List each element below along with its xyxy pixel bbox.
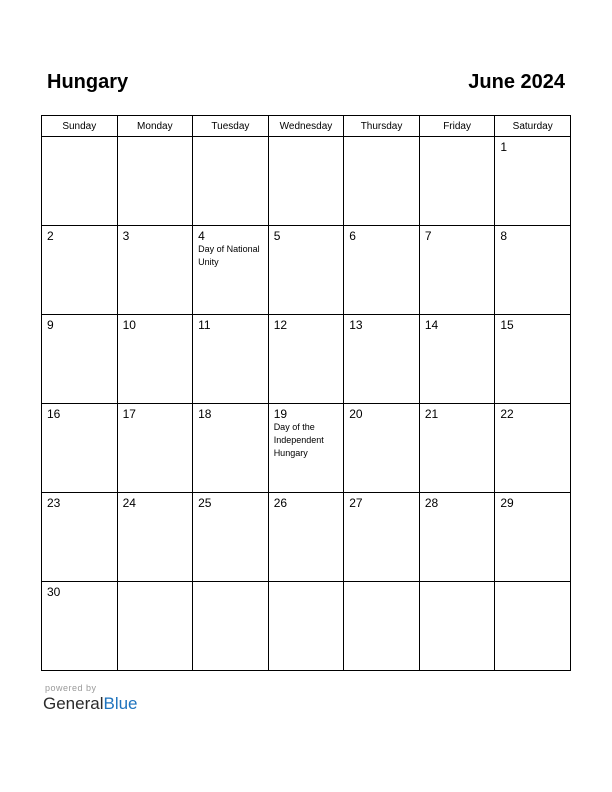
day-cell [42,137,118,226]
day-number: 5 [273,229,281,243]
day-number: 14 [424,318,439,332]
day-cell [42,582,118,671]
weekday-header-row [42,116,571,137]
weekday-sunday: Sunday [42,116,118,137]
day-number: 22 [500,407,514,421]
day-number: 26 [273,496,288,510]
day-cell [117,226,193,315]
day-cell [344,493,420,582]
day-cell [344,315,420,404]
day-cell [42,493,118,582]
day-number: 29 [500,496,514,510]
day-cell [193,315,269,404]
day-number: 4 [198,229,205,243]
day-cell [268,493,344,582]
footer [43,683,138,714]
calendar-grid [41,115,571,671]
week-row [42,315,571,404]
day-number: 18 [198,407,212,421]
brand-general-text: General [43,694,104,713]
powered-by-text: powered by [45,683,97,693]
week-row [42,582,571,671]
calendar-weeks [42,137,571,671]
day-cell [344,226,420,315]
day-cell [495,137,571,226]
day-cell [419,582,495,671]
brand-blue-text: Blue [103,694,138,713]
week-row [42,226,571,315]
day-cell [344,404,420,493]
day-number: 8 [500,229,508,243]
day-cell [117,137,193,226]
day-cell [193,404,269,493]
day-number: 30 [47,585,61,599]
day-number: 12 [273,318,288,332]
day-number: 7 [424,229,432,243]
calendar-month-title: June 2024 [468,71,565,93]
day-cell [193,226,269,315]
day-cell [42,315,118,404]
day-number: 24 [122,496,136,510]
week-row [42,493,571,582]
weekday-saturday: Saturday [495,116,571,137]
week-row [42,137,571,226]
day-cell [495,404,571,493]
weekday-monday: Monday [117,116,193,137]
day-cell [42,404,118,493]
day-number: 21 [424,407,439,421]
day-cell [193,493,269,582]
day-cell [495,315,571,404]
day-number: 20 [349,407,363,421]
brand-logo [43,694,138,714]
day-number: 23 [47,496,61,510]
day-cell [193,137,269,226]
day-number: 19 [273,407,288,421]
day-number: 11 [198,318,211,332]
day-number: 13 [349,318,363,332]
day-number: 10 [122,318,136,332]
day-cell [419,404,495,493]
day-cell [42,226,118,315]
day-number: 9 [47,318,54,332]
day-cell [268,404,344,493]
day-number: 25 [198,496,212,510]
day-cell [117,493,193,582]
day-cell [344,137,420,226]
day-number: 2 [47,229,54,243]
holiday-label: Day of the Independent Hungary [273,422,324,458]
day-cell [268,226,344,315]
day-cell [419,226,495,315]
day-cell [268,315,344,404]
day-cell [117,404,193,493]
day-cell [495,582,571,671]
day-number: 15 [500,318,514,332]
day-number: 6 [349,229,356,243]
day-number: 28 [424,496,439,510]
day-cell [268,582,344,671]
day-cell [117,582,193,671]
day-number: 1 [500,140,508,154]
day-cell [419,493,495,582]
weekday-tuesday: Tuesday [193,116,269,137]
day-number: 17 [122,407,136,421]
day-number: 16 [47,407,61,421]
calendar-country-title: Hungary [47,71,129,93]
day-cell [495,493,571,582]
holiday-label: Day of National Unity [198,244,260,267]
day-cell [344,582,420,671]
day-cell [419,315,495,404]
day-cell [117,315,193,404]
day-number: 27 [349,496,363,510]
weekday-thursday: Thursday [344,116,420,137]
week-row [42,404,571,493]
weekday-wednesday: Wednesday [268,116,344,137]
weekday-friday: Friday [419,116,495,137]
day-cell [495,226,571,315]
day-cell [268,137,344,226]
day-cell [193,582,269,671]
day-cell [419,137,495,226]
day-number: 3 [122,229,130,243]
